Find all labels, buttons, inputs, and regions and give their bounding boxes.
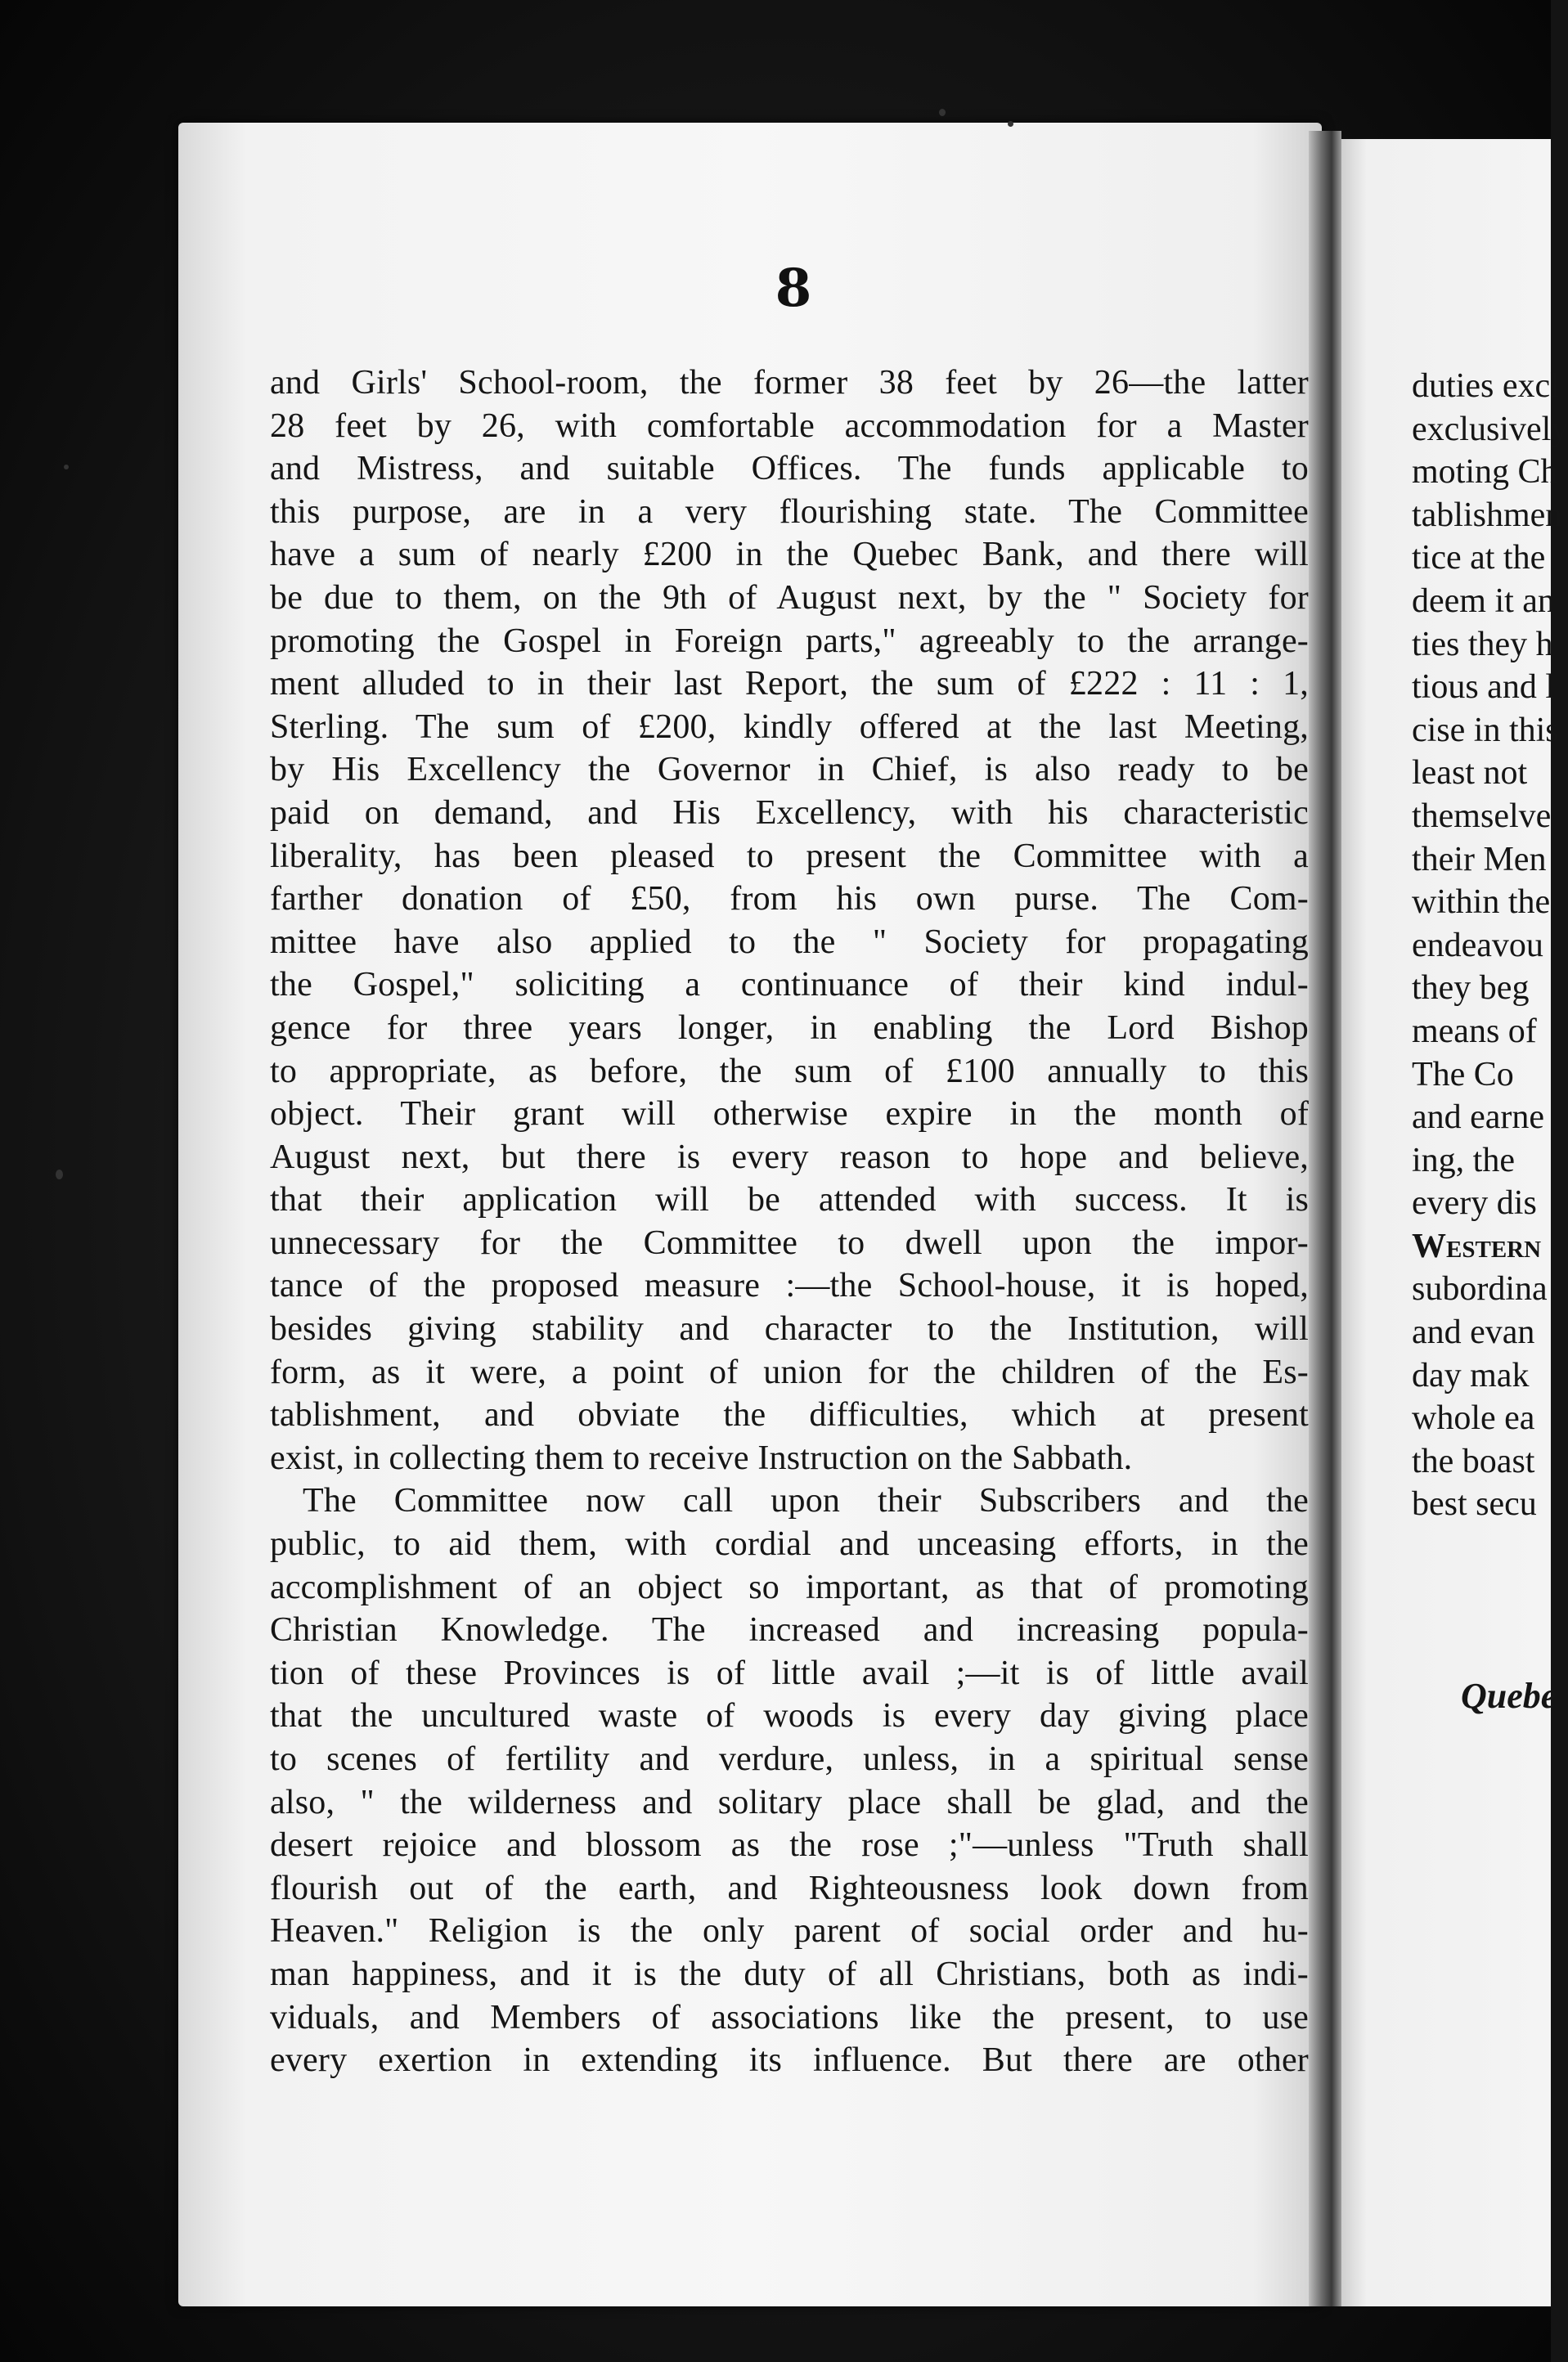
text-line: accomplishment of an object so important, as that of promoting xyxy=(270,1568,1309,1606)
text-line: by His Excellency the Governor in Chief, is also ready to be xyxy=(270,751,1309,789)
text-line: best secu xyxy=(1412,1485,1537,1524)
text-line: means of xyxy=(1412,1012,1537,1050)
text-line: promoting the Gospel in Foreign parts," agreeably to the arrange- xyxy=(270,622,1309,660)
text-line: mittee have also applied to the " Society for propagating xyxy=(270,923,1309,961)
text-line: to appropriate, as before, the sum of £100 annually to this xyxy=(270,1052,1309,1090)
text-line: Heaven." Religion is the only parent of social order and hu- xyxy=(270,1912,1309,1951)
text-line: have a sum of nearly £200 in the Quebec Bank, and there will xyxy=(270,536,1309,574)
text-line: and earne xyxy=(1412,1098,1545,1137)
right-page-text xyxy=(1412,365,1568,1526)
text-line: The Committee now call upon their Subscribers and the xyxy=(303,1482,1309,1520)
text-line: every exertion in extending its influence. But there are other xyxy=(270,2041,1309,2080)
text-line: be due to them, on the 9th of August next, by the " Society for xyxy=(270,578,1309,617)
text-line: endeavou xyxy=(1412,926,1543,964)
scan-speck xyxy=(56,1170,63,1179)
text-line: within the xyxy=(1412,883,1551,922)
text-line: 28 feet by 26, with comfortable accommodation for a Master xyxy=(270,406,1309,445)
text-line: gence for three years longer, in enabling the Lord Bishop xyxy=(270,1008,1309,1047)
text-line: man happiness, and it is the duty of all Christians, both as indi- xyxy=(270,1955,1309,1993)
text-line: tious and l xyxy=(1412,668,1555,707)
text-line: The Co xyxy=(1412,1055,1514,1093)
text-line: Western xyxy=(1412,1227,1542,1265)
scan-speck xyxy=(939,109,946,116)
text-line: exist, in collecting them to receive Instruction on the Sabbath. xyxy=(270,1439,1133,1477)
text-line: whole ea xyxy=(1412,1399,1535,1438)
text-line: unnecessary for the Committee to dwell upon the impor- xyxy=(270,1224,1309,1262)
text-line: object. Their grant will otherwise expire in the month of xyxy=(270,1095,1309,1134)
text-line: public, to aid them, with cordial and unceasing efforts, in the xyxy=(270,1525,1309,1564)
text-line: form, as it were, a point of union for the children of the Es- xyxy=(270,1353,1309,1391)
text-line: and Girls' School-room, the former 38 feet by 26—the latter xyxy=(270,364,1309,402)
text-line: to scenes of fertility and verdure, unless, in a spiritual sense xyxy=(270,1740,1309,1778)
text-line: tion of these Provinces is of little avail ;—it is of little avail xyxy=(270,1654,1309,1692)
text-line: their Men xyxy=(1412,840,1547,878)
text-line: day mak xyxy=(1412,1356,1530,1394)
text-line: tablishment, and obviate the difficulties, which at present xyxy=(270,1396,1309,1435)
left-page-text xyxy=(270,361,1309,2082)
text-line: this purpose, are in a very flourishing state. The Committee xyxy=(270,492,1309,531)
text-line: and Mistress, and suitable Offices. The funds applicable to xyxy=(270,450,1309,488)
text-line: the Gospel," soliciting a continuance of their kind indul- xyxy=(270,966,1309,1004)
text-line: viduals, and Members of associations like the present, to use xyxy=(270,1998,1309,2036)
text-line: exclusively xyxy=(1412,410,1568,448)
text-line: the boast xyxy=(1412,1442,1535,1480)
text-line: August next, but there is every reason to hope and believe, xyxy=(270,1138,1309,1176)
scan-speck xyxy=(64,465,69,469)
text-line: duties excl xyxy=(1412,367,1560,405)
book-gutter xyxy=(1309,131,1341,2306)
text-line: farther donation of £50, from his own purse. The Com- xyxy=(270,880,1309,918)
text-line: ing, the xyxy=(1412,1141,1515,1179)
text-line: tablishmen xyxy=(1412,496,1563,534)
text-line: cise in this xyxy=(1412,711,1559,749)
text-line: least not xyxy=(1412,754,1528,793)
text-line: desert rejoice and blossom as the rose ;"—unless "Truth shall xyxy=(270,1826,1309,1865)
text-line: flourish out of the earth, and Righteousness look down from xyxy=(270,1869,1309,1907)
text-line: that the uncultured waste of woods is every day giving place xyxy=(270,1697,1309,1736)
text-line: liberality, has been pleased to present the Committee with a xyxy=(270,837,1309,875)
text-line: they beg xyxy=(1412,969,1530,1008)
text-line: and evan xyxy=(1412,1313,1535,1352)
text-line: ment alluded to in their last Report, the sum of £222 : 11 : 1, xyxy=(270,665,1309,703)
right-page-footer: Quebe xyxy=(1461,1676,1557,1716)
text-line: also, " the wilderness and solitary place shall be glad, and the xyxy=(270,1783,1309,1821)
text-line: moting Ch xyxy=(1412,453,1558,492)
text-line: that their application will be attended with success. It is xyxy=(270,1181,1309,1219)
scan-speck xyxy=(1008,121,1013,127)
text-line: tice at the xyxy=(1412,539,1546,577)
page-number: 8 xyxy=(775,258,812,319)
text-line: every dis xyxy=(1412,1184,1537,1223)
text-line: tance of the proposed measure :—the School-house, it is hoped, xyxy=(270,1267,1309,1305)
text-line: ties they h xyxy=(1412,625,1553,663)
text-line: besides giving stability and character to the Institution, will xyxy=(270,1310,1309,1349)
text-line: themselve xyxy=(1412,797,1552,835)
text-line: Christian Knowledge. The increased and increasing popula- xyxy=(270,1611,1309,1650)
text-line: paid on demand, and His Excellency, with his characteristic xyxy=(270,793,1309,832)
text-line: deem it an xyxy=(1412,582,1555,620)
text-line: subordina xyxy=(1412,1270,1548,1309)
text-line: Sterling. The sum of £200, kindly offered at the last Meeting, xyxy=(270,707,1309,746)
